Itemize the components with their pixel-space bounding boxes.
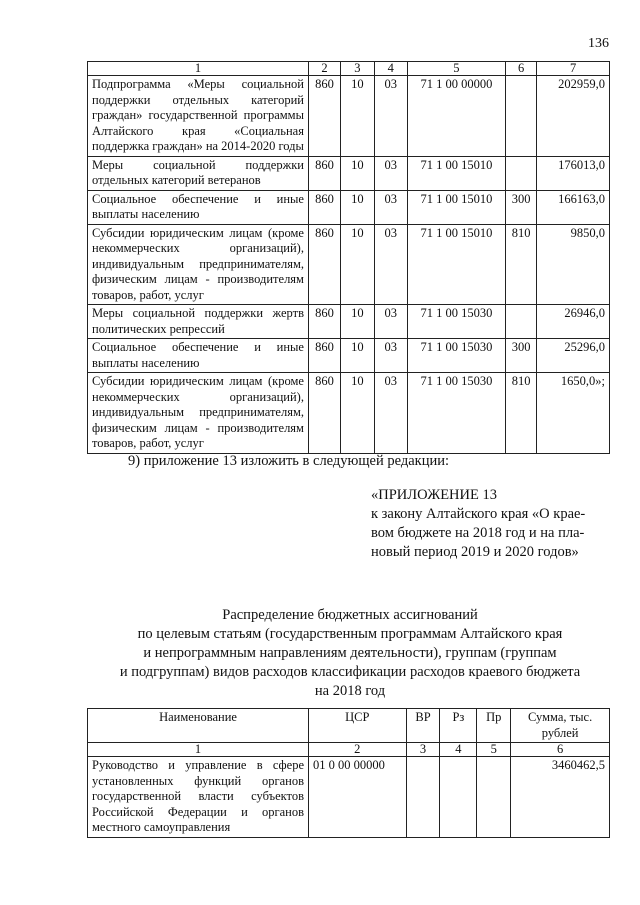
- cell-expense-type: 810: [506, 373, 537, 454]
- row-name: Социальное обеспечение и иные выплаты населению: [88, 339, 309, 373]
- appendix-header: [371, 486, 619, 562]
- cell-ministry: 860: [308, 339, 340, 373]
- cell-expense-type: 300: [506, 190, 537, 224]
- cell-amount: 1650,0»;: [537, 373, 610, 454]
- title-line: по целевым статьям (государственным программам Алтайского края: [137, 626, 563, 642]
- cell-section: 10: [340, 373, 374, 454]
- row-name: Меры социальной поддержки отдельных категорий ветеранов: [88, 156, 309, 190]
- column-number: 5: [407, 62, 505, 76]
- row-name: Меры социальной поддержки жертв политических репрессий: [88, 305, 309, 339]
- cell-target-article: 71 1 00 15010: [407, 156, 505, 190]
- table-row: [88, 305, 610, 339]
- header-csr: ЦСР: [309, 709, 407, 743]
- cell-subsection: 03: [374, 305, 407, 339]
- cell-target-article: 71 1 00 15030: [407, 373, 505, 454]
- title-line: Распределение бюджетных ассигнований: [222, 607, 478, 623]
- table-row: [88, 224, 610, 305]
- cell-target-article: 71 1 00 15010: [407, 190, 505, 224]
- cell-amount: 202959,0: [537, 76, 610, 157]
- amendment-paragraph: 9) приложение 13 изложить в следующей редакции:: [128, 453, 450, 469]
- column-number: 4: [374, 62, 407, 76]
- header-name: Наименование: [88, 709, 309, 743]
- row-name: Субсидии юридическим лицам (кроме некоммерческих организаций), индивидуальным предпринимателям, физическим лицам - производителям товаров, работ, услуг: [88, 373, 309, 454]
- cell-section: 10: [340, 224, 374, 305]
- cell-subsection: 03: [374, 76, 407, 157]
- header-rz: Рз: [440, 709, 477, 743]
- table-row: [88, 76, 610, 157]
- title-line: и непрограммным направлениям деятельности), группам (группам: [143, 645, 557, 661]
- appendix-line: вом бюджете на 2018 год и на пла-: [371, 525, 585, 541]
- title-line: и подгруппам) видов расходов классификации расходов краевого бюджета: [119, 664, 581, 680]
- cell-ministry: 860: [308, 190, 340, 224]
- cell-expense-type: 810: [506, 224, 537, 305]
- column-number: 1: [88, 743, 309, 757]
- cell-expense-type: [506, 305, 537, 339]
- table-row: [88, 339, 610, 373]
- document-title: [80, 606, 620, 701]
- column-number: 6: [511, 743, 610, 757]
- cell-target-article: 71 1 00 00000: [407, 76, 505, 157]
- column-number: 3: [406, 743, 440, 757]
- header-pr: Пр: [477, 709, 511, 743]
- cell-amount: 26946,0: [537, 305, 610, 339]
- column-number: 3: [340, 62, 374, 76]
- row-name: Подпрограмма «Меры социальной поддержки отдельных категорий граждан» государственной программы Алтайского края «Социальная поддержка граждан» на 2014-2020 годы: [88, 76, 309, 157]
- column-number: 7: [537, 62, 610, 76]
- cell-section: 10: [340, 76, 374, 157]
- cell-amount: 9850,0: [537, 224, 610, 305]
- cell-ministry: 860: [308, 224, 340, 305]
- row-name: Руководство и управление в сфере установленных функций органов государственной власти субъектов Российской Федерации и органов местного самоуправления: [88, 757, 309, 838]
- column-number: 2: [309, 743, 407, 757]
- appendix-title: «ПРИЛОЖЕНИЕ 13: [371, 487, 497, 503]
- column-number: 6: [506, 62, 537, 76]
- table-header-row: [88, 709, 610, 743]
- cell-amount: 25296,0: [537, 339, 610, 373]
- cell-expense-type: [506, 76, 537, 157]
- cell-subsection: 03: [374, 156, 407, 190]
- cell-subsection: 03: [374, 373, 407, 454]
- column-number: 1: [88, 62, 309, 76]
- cell-subsection: 03: [374, 190, 407, 224]
- cell-csr: 01 0 00 00000: [309, 757, 407, 838]
- cell-section: 10: [340, 305, 374, 339]
- appendix-line: новый период 2019 и 2020 годов»: [371, 544, 579, 560]
- cell-expense-type: 300: [506, 339, 537, 373]
- row-name: Субсидии юридическим лицам (кроме некоммерческих организаций), индивидуальным предпринимателям, физическим лицам - производителям товаров, работ, услуг: [88, 224, 309, 305]
- cell-target-article: 71 1 00 15030: [407, 305, 505, 339]
- cell-amount: 166163,0: [537, 190, 610, 224]
- cell-vr: [406, 757, 440, 838]
- cell-ministry: 860: [308, 305, 340, 339]
- cell-ministry: 860: [308, 76, 340, 157]
- header-sum: Сумма, тыс. рублей: [511, 709, 610, 743]
- column-number: 5: [477, 743, 511, 757]
- cell-ministry: 860: [308, 156, 340, 190]
- cell-target-article: 71 1 00 15030: [407, 339, 505, 373]
- header-vr: ВР: [406, 709, 440, 743]
- cell-expense-type: [506, 156, 537, 190]
- page-number: 136: [588, 36, 609, 51]
- budget-allocation-table: [87, 708, 610, 838]
- table-row: [88, 156, 610, 190]
- cell-section: 10: [340, 156, 374, 190]
- cell-rz: [440, 757, 477, 838]
- table-row: [88, 757, 610, 838]
- column-number: 4: [440, 743, 477, 757]
- row-name: Социальное обеспечение и иные выплаты населению: [88, 190, 309, 224]
- cell-ministry: 860: [308, 373, 340, 454]
- cell-subsection: 03: [374, 339, 407, 373]
- column-numbers-row: [88, 743, 610, 757]
- cell-subsection: 03: [374, 224, 407, 305]
- table-row: [88, 190, 610, 224]
- cell-amount: 3460462,5: [511, 757, 610, 838]
- cell-pr: [477, 757, 511, 838]
- cell-amount: 176013,0: [537, 156, 610, 190]
- cell-section: 10: [340, 190, 374, 224]
- expenditure-table-continued: [87, 61, 610, 454]
- cell-section: 10: [340, 339, 374, 373]
- table-row: [88, 373, 610, 454]
- table-header-row: [88, 62, 610, 76]
- column-number: 2: [308, 62, 340, 76]
- title-line: на 2018 год: [314, 683, 386, 699]
- cell-target-article: 71 1 00 15010: [407, 224, 505, 305]
- appendix-line: к закону Алтайского края «О крае-: [371, 506, 586, 522]
